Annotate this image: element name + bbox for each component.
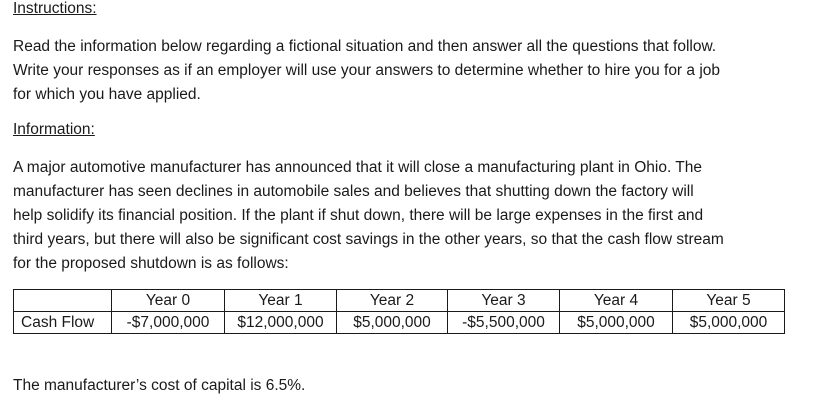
cash-flow-year-4: $5,000,000 bbox=[560, 312, 673, 334]
header-year-4: Year 4 bbox=[560, 290, 673, 312]
instructions-line: Write your responses as if an employer will use your answers to determine whether to hire you for a job bbox=[13, 62, 721, 79]
cash-flow-year-3: -$5,500,000 bbox=[448, 312, 560, 334]
information-line: third years, but there will also be significant cost savings in the other years, so that the cash flow stream bbox=[13, 231, 724, 248]
information-heading: Information: bbox=[13, 121, 95, 138]
cost-of-capital-text: The manufacturer’s cost of capital is 6.5%. bbox=[13, 377, 306, 394]
header-year-2: Year 2 bbox=[337, 290, 448, 312]
table-header-row bbox=[14, 290, 785, 312]
instructions-line: Read the information below regarding a fictional situation and then answer all the questions that follow. bbox=[13, 38, 717, 55]
cash-flow-year-2: $5,000,000 bbox=[337, 312, 448, 334]
header-year-0: Year 0 bbox=[112, 290, 225, 312]
cash-flow-year-5: $5,000,000 bbox=[673, 312, 785, 334]
information-line: manufacturer has seen declines in automobile sales and believes that shutting down the factory will bbox=[13, 183, 694, 200]
header-year-5: Year 5 bbox=[673, 290, 785, 312]
table-row bbox=[14, 312, 785, 334]
information-line: for the proposed shutdown is as follows: bbox=[13, 255, 289, 272]
information-line: A major automotive manufacturer has announced that it will close a manufacturing plant in Ohio. The bbox=[13, 159, 702, 176]
row-label-cash-flow: Cash Flow bbox=[14, 312, 112, 334]
information-paragraph bbox=[13, 156, 813, 276]
instructions-line: for which you have applied. bbox=[13, 86, 201, 103]
cash-flow-year-1: $12,000,000 bbox=[225, 312, 337, 334]
instructions-paragraph bbox=[13, 35, 813, 107]
header-year-1: Year 1 bbox=[225, 290, 337, 312]
header-empty-cell bbox=[14, 290, 112, 312]
header-year-3: Year 3 bbox=[448, 290, 560, 312]
instructions-heading: Instructions: bbox=[13, 0, 97, 17]
cash-flow-year-0: -$7,000,000 bbox=[112, 312, 225, 334]
information-line: help solidify its financial position. If the plant if shut down, there will be large expenses in the first and bbox=[13, 207, 704, 224]
cash-flow-table bbox=[13, 289, 785, 334]
